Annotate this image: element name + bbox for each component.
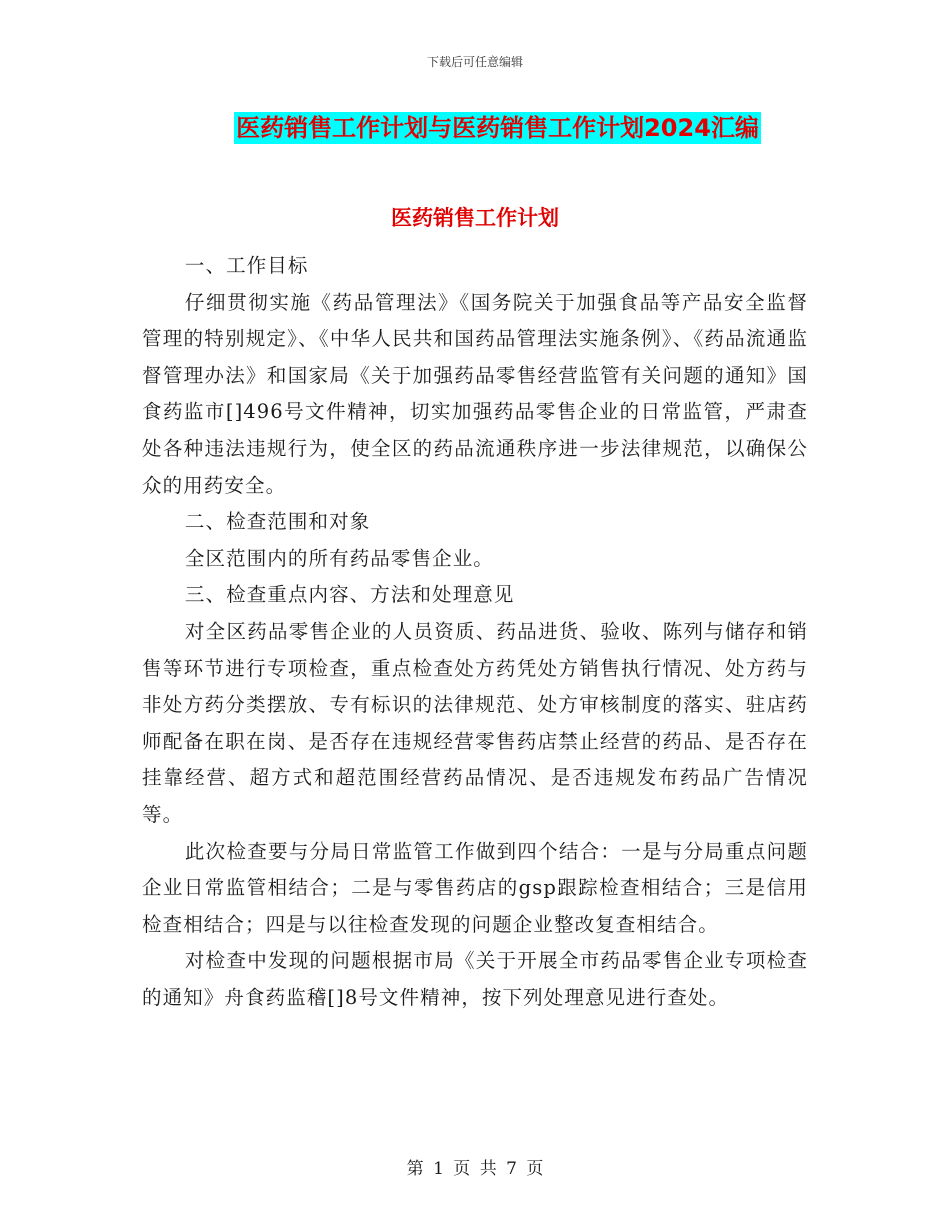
document-title: 医药销售工作计划与医药销售工作计划2024汇编 <box>236 114 759 142</box>
heading-work-goal: 一、工作目标 <box>184 254 309 277</box>
paragraph-handling: 对检查中发现的问题根据市局《关于开展全市药品零售企业专项检查的通知》舟食药监稽[]8号文件精神，按下列处理意见进行查处。 <box>142 949 808 1009</box>
heading-scope: 二、检查范围和对象 <box>184 510 371 534</box>
section-title: 医药销售工作计划 <box>391 206 559 230</box>
page-number-footer: 第 1 页 共 7 页 <box>406 1159 544 1179</box>
document-title-container <box>0 112 950 144</box>
paragraph-key-content: 对全区药品零售企业的人员资质、药品进货、验收、陈列与储存和销售等环节进行专项检查，重点检查处方药凭处方销售执行情况、处方药与非处方药分类摆放、专有标识的法律规范、处方审核制度的落实、驻店药师配备在职在岗、是否存在违规经营零售药店禁止经营的药品、是否存在挂靠经营、超方式和超范围经营药品情况、是否违规发布药品广告情况等。 <box>142 619 808 826</box>
paragraph-work-goal: 仔细贯彻实施《药品管理法》《国务院关于加强食品等产品安全监督管理的特别规定》、《中华人民共和国药品管理法实施条例》、《药品流通监督管理办法》和国家局《关于加强药品零售经营监管有关问题的通知》国食药监市[]496号文件精神，切实加强药品零售企业的日常监管，严肃查处各种违法违规行为，使全区的药品流通秩序进一步法律规范，以确保公众的用药安全。 <box>142 290 808 497</box>
paragraph-four-combinations: 此次检查要与分局日常监管工作做到四个结合：一是与分局重点问题企业日常监管相结合；二是与零售药店的gsp跟踪检查相结合；三是信用检查相结合；四是与以往检查发现的问题企业整改复查相结合。 <box>142 839 808 936</box>
header-note: 下载后可任意编辑 <box>426 55 523 69</box>
paragraph-scope: 全区范围内的所有药品零售企业。 <box>184 546 494 570</box>
document-body <box>142 248 808 1016</box>
heading-key-content: 三、检查重点内容、方法和处理意见 <box>184 583 515 607</box>
